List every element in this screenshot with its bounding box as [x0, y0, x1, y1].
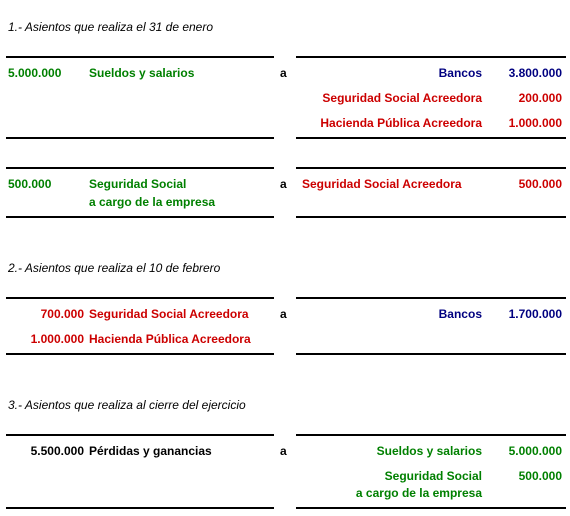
- entry3-credit-account: Bancos: [438, 307, 482, 321]
- entry3-debit-account-hp: Hacienda Pública Acreedora: [89, 332, 251, 346]
- entry4-credit1-account: Sueldos y salarios: [376, 444, 482, 458]
- entry2-credit-amount: 500.000: [518, 177, 562, 191]
- entry3-debit-amount-hp: 1.000.000: [30, 332, 84, 346]
- entry2-connector: a: [280, 177, 287, 191]
- entry3-debit-amount-ss: 700.000: [40, 307, 84, 321]
- entry2-bottom-rule-right: [296, 216, 566, 218]
- entry4-top-rule-left: [6, 434, 274, 436]
- entry3-top-rule-right: [296, 297, 566, 299]
- entry2-debit-account-line2: a cargo de la empresa: [89, 195, 216, 209]
- entry4-credit2-account-line2: a cargo de la empresa: [355, 486, 482, 500]
- entry1-credit-account-hp: Hacienda Pública Acreedora: [320, 116, 482, 130]
- entry3-connector: a: [280, 307, 287, 321]
- entry1-credit-amount-bancos: 3.800.000: [508, 66, 562, 80]
- entry3-bottom-rule-right: [296, 353, 566, 355]
- entry1-bottom-rule-right: [296, 137, 566, 139]
- entry1-top-rule-right: [296, 56, 566, 58]
- entry2-top-rule-left: [6, 167, 274, 169]
- entry4-connector: a: [280, 444, 287, 458]
- entry2-debit-account-line1: Seguridad Social: [89, 177, 187, 191]
- entry4-debit-amount: 5.500.000: [30, 444, 84, 458]
- section1-heading: 1.- Asientos que realiza el 31 de enero: [8, 20, 214, 34]
- entry4-credit2-amount: 500.000: [518, 469, 562, 483]
- entry2-bottom-rule-left: [6, 216, 274, 218]
- entry1-credit-amount-hp: 1.000.000: [508, 116, 562, 130]
- entry3-bottom-rule-left: [6, 353, 274, 355]
- entry1-credit-account-ss: Seguridad Social Acreedora: [322, 91, 482, 105]
- entry1-top-rule-left: [6, 56, 274, 58]
- entry2-debit-amount: 500.000: [8, 177, 52, 191]
- entry4-credit1-amount: 5.000.000: [508, 444, 562, 458]
- entry1-debit-amount: 5.000.000: [8, 66, 62, 80]
- entry4-top-rule-right: [296, 434, 566, 436]
- entry4-bottom-rule-right: [296, 507, 566, 509]
- section2-heading: 2.- Asientos que realiza el 10 de febrero: [8, 261, 221, 275]
- entry3-top-rule-left: [6, 297, 274, 299]
- entry1-credit-account-bancos: Bancos: [438, 66, 482, 80]
- entry1-debit-account: Sueldos y salarios: [89, 66, 195, 80]
- entry3-credit-amount: 1.700.000: [508, 307, 562, 321]
- entry1-connector: a: [280, 66, 287, 80]
- entry3-debit-account-ss: Seguridad Social Acreedora: [89, 307, 249, 321]
- entry2-top-rule-right: [296, 167, 566, 169]
- entry1-bottom-rule-left: [6, 137, 274, 139]
- entry2-credit-account: Seguridad Social Acreedora: [302, 177, 462, 191]
- entry4-bottom-rule-left: [6, 507, 274, 509]
- entry4-credit2-account-line1: Seguridad Social: [384, 469, 482, 483]
- entry1-credit-amount-ss: 200.000: [518, 91, 562, 105]
- entry4-debit-account: Pérdidas y ganancias: [89, 444, 212, 458]
- section3-heading: 3.- Asientos que realiza al cierre del ejercicio: [8, 398, 246, 412]
